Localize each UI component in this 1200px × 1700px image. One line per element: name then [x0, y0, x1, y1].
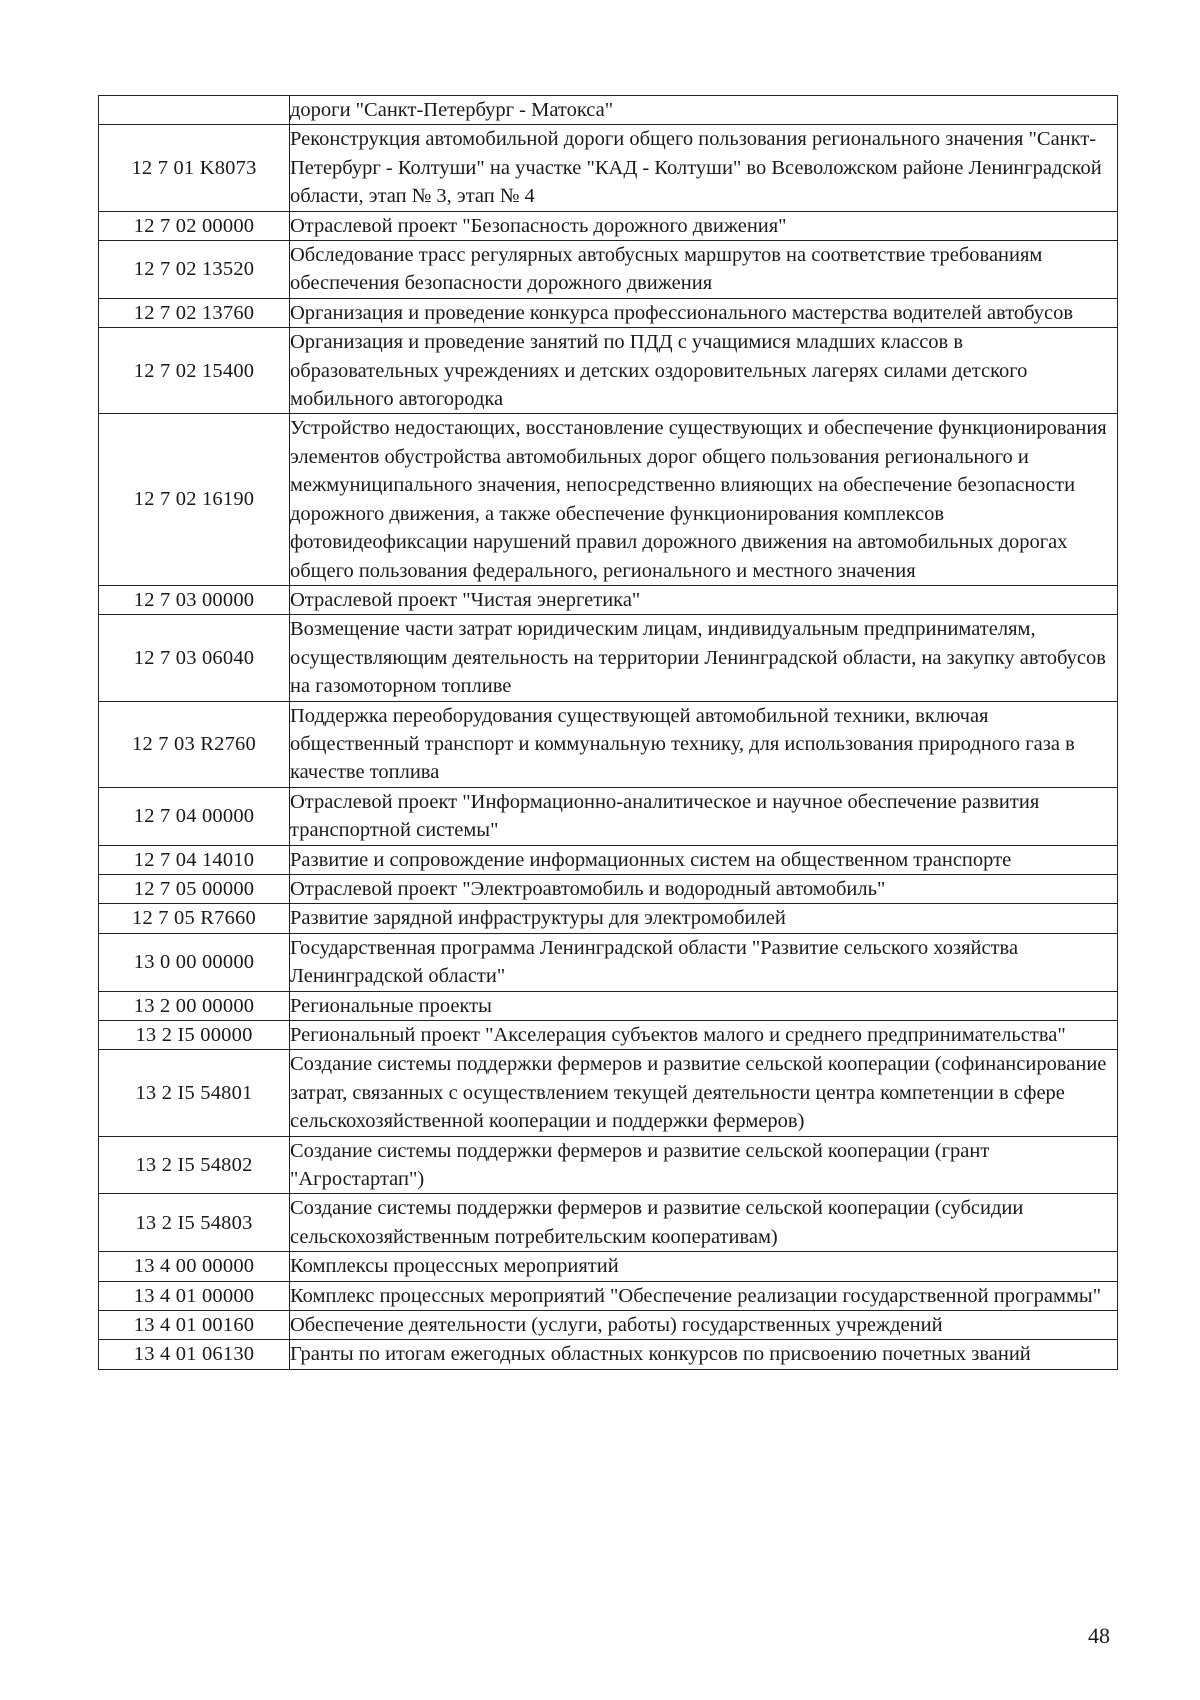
code-cell: 13 2 I5 00000: [99, 1021, 290, 1050]
table-row: [99, 414, 1118, 585]
description-cell: Организация и проведение конкурса профессионального мастерства водителей автобусов: [290, 298, 1118, 327]
code-cell: 12 7 01 K8073: [99, 125, 290, 211]
table-row: [99, 328, 1118, 414]
description-cell: Региональные проекты: [290, 991, 1118, 1020]
table-row: [99, 1021, 1118, 1050]
page-number: 48: [1088, 1623, 1110, 1648]
table-row: [99, 787, 1118, 845]
code-cell: 12 7 02 13520: [99, 241, 290, 299]
table-row: [99, 1281, 1118, 1310]
description-cell: Развитие зарядной инфраструктуры для электромобилей: [290, 904, 1118, 933]
code-cell: 12 7 02 00000: [99, 211, 290, 240]
description-cell: Устройство недостающих, восстановление существующих и обеспечение функционирования элементов обустройства автомобильных дорог общего пользования регионального и межмуниципального значения, непосредственно влияющих на обеспечение безопасности дорожного движения, а также обеспечение функционирования комплексов фотовидеофиксации нарушений правил дорожного движения на автомобильных дорогах общего пользования федерального, регионального и местного значения: [290, 414, 1118, 585]
description-cell: Создание системы поддержки фермеров и развитие сельской кооперации (грант "Агростартап"): [290, 1136, 1118, 1194]
code-cell: 12 7 05 R7660: [99, 904, 290, 933]
code-cell: 13 4 01 00160: [99, 1311, 290, 1340]
description-cell: Государственная программа Ленинградской области "Развитие сельского хозяйства Ленинградской области": [290, 933, 1118, 991]
code-cell: 12 7 03 00000: [99, 585, 290, 614]
description-cell: дороги "Санкт-Петербург - Матокса": [290, 96, 1118, 125]
budget-classification-table: [98, 95, 1118, 1370]
description-cell: Отраслевой проект "Чистая энергетика": [290, 585, 1118, 614]
description-cell: Создание системы поддержки фермеров и развитие сельской кооперации (субсидии сельскохозяйственным потребительским кооперативам): [290, 1194, 1118, 1252]
code-cell: 12 7 02 13760: [99, 298, 290, 327]
description-cell: Поддержка переоборудования существующей автомобильной техники, включая общественный транспорт и коммунальную технику, для использования природного газа в качестве топлива: [290, 701, 1118, 787]
description-cell: Комплекс процессных мероприятий "Обеспечение реализации государственной программы": [290, 1281, 1118, 1310]
table-row: [99, 615, 1118, 701]
code-cell: 12 7 03 R2760: [99, 701, 290, 787]
description-cell: Отраслевой проект "Безопасность дорожного движения": [290, 211, 1118, 240]
table-row: [99, 241, 1118, 299]
table-body: [99, 96, 1118, 1370]
table-row: [99, 211, 1118, 240]
table-row: [99, 298, 1118, 327]
description-cell: Возмещение части затрат юридическим лицам, индивидуальным предпринимателям, осуществляющим деятельность на территории Ленинградской области, на закупку автобусов на газомоторном топливе: [290, 615, 1118, 701]
table-row: [99, 1194, 1118, 1252]
table-row: [99, 904, 1118, 933]
table-row: [99, 585, 1118, 614]
code-cell: 12 7 02 16190: [99, 414, 290, 585]
code-cell: 13 4 01 00000: [99, 1281, 290, 1310]
table-row: [99, 933, 1118, 991]
code-cell: 12 7 03 06040: [99, 615, 290, 701]
description-cell: Развитие и сопровождение информационных систем на общественном транспорте: [290, 845, 1118, 874]
table-row: [99, 1252, 1118, 1281]
description-cell: Отраслевой проект "Информационно-аналитическое и научное обеспечение развития транспортной системы": [290, 787, 1118, 845]
code-cell: 13 2 I5 54802: [99, 1136, 290, 1194]
code-cell: 13 4 01 06130: [99, 1340, 290, 1369]
table-row: [99, 1311, 1118, 1340]
code-cell: [99, 96, 290, 125]
code-cell: 12 7 04 14010: [99, 845, 290, 874]
code-cell: 12 7 04 00000: [99, 787, 290, 845]
table-row: [99, 96, 1118, 125]
code-cell: 13 2 I5 54803: [99, 1194, 290, 1252]
table-row: [99, 991, 1118, 1020]
table-row: [99, 701, 1118, 787]
table-row: [99, 874, 1118, 903]
description-cell: Региональный проект "Акселерация субъектов малого и среднего предпринимательства": [290, 1021, 1118, 1050]
code-cell: 13 4 00 00000: [99, 1252, 290, 1281]
table-row: [99, 845, 1118, 874]
description-cell: Комплексы процессных мероприятий: [290, 1252, 1118, 1281]
description-cell: Обеспечение деятельности (услуги, работы) государственных учреждений: [290, 1311, 1118, 1340]
description-cell: Гранты по итогам ежегодных областных конкурсов по присвоению почетных званий: [290, 1340, 1118, 1369]
description-cell: Организация и проведение занятий по ПДД с учащимися младших классов в образовательных учреждениях и детских оздоровительных лагерях силами детского мобильного автогородка: [290, 328, 1118, 414]
code-cell: 13 2 00 00000: [99, 991, 290, 1020]
description-cell: Отраслевой проект "Электроавтомобиль и водородный автомобиль": [290, 874, 1118, 903]
table-row: [99, 1136, 1118, 1194]
code-cell: 13 2 I5 54801: [99, 1050, 290, 1136]
code-cell: 12 7 05 00000: [99, 874, 290, 903]
code-cell: 12 7 02 15400: [99, 328, 290, 414]
description-cell: Создание системы поддержки фермеров и развитие сельской кооперации (софинансирование затрат, связанных с осуществлением текущей деятельности центра компетенции в сфере сельскохозяйственной кооперации и поддержки фермеров): [290, 1050, 1118, 1136]
description-cell: Реконструкция автомобильной дороги общего пользования регионального значения "Санкт-Петербург - Колтуши" на участке "КАД - Колтуши" во Всеволожском районе Ленинградской области, этап № 3, этап № 4: [290, 125, 1118, 211]
table-row: [99, 1050, 1118, 1136]
table-row: [99, 1340, 1118, 1369]
table-row: [99, 125, 1118, 211]
code-cell: 13 0 00 00000: [99, 933, 290, 991]
description-cell: Обследование трасс регулярных автобусных маршрутов на соответствие требованиям обеспечения безопасности дорожного движения: [290, 241, 1118, 299]
